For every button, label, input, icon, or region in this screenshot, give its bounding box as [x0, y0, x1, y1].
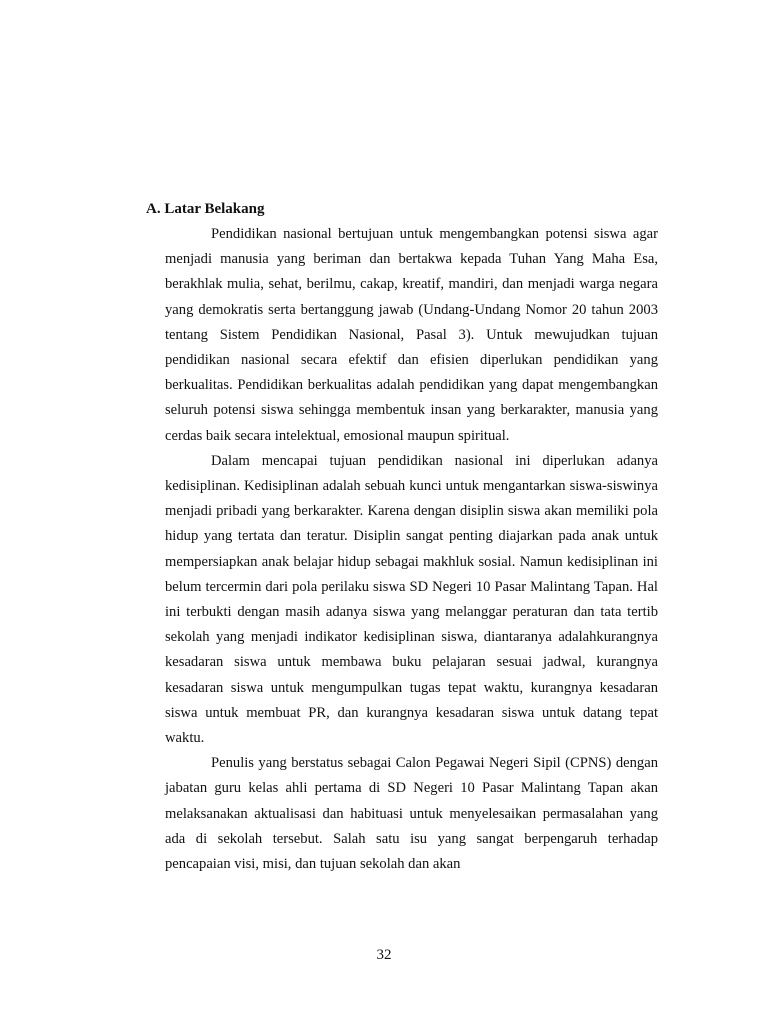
body-text: [165, 222, 658, 877]
paragraph-3: Penulis yang berstatus sebagai Calon Pegawai Negeri Sipil (CPNS) dengan jabatan guru kelas ahli pertama di SD Negeri 10 Pasar Malintang Tapan akan melaksanakan aktualisasi dan habituasi untuk menyelesaikan permasalahan yang ada di sekolah tersebut. Salah satu isu yang sangat berpengaruh terhadap pencapaian visi, misi, dan tujuan sekolah dan akan: [165, 755, 658, 873]
section-heading: A. Latar Belakang: [146, 201, 265, 217]
paragraph-1: Pendidikan nasional bertujuan untuk mengembangkan potensi siswa agar menjadi manusia yang beriman dan bertakwa kepada Tuhan Yang Maha Esa, berakhlak mulia, sehat, berilmu, cakap, kreatif, mandiri, dan menjadi warga negara yang demokratis serta bertanggung jawab (Undang-Undang Nomor 20 tahun 2003 tentang Sistem Pendidikan Nasional, Pasal 3). Untuk mewujudkan tujuan pendidikan nasional secara efektif dan efisien diperlukan pendidikan yang berkualitas. Pendidikan berkualitas adalah pendidikan yang dapat mengembangkan seluruh potensi siswa sehingga membentuk insan yang berkarakter, manusia yang cerdas baik secara intelektual, emosional maupun spiritual.: [165, 226, 658, 444]
paragraph-2: Dalam mencapai tujuan pendidikan nasional ini diperlukan adanya kedisiplinan. Kedisiplinan adalah sebuah kunci untuk mengantarkan siswa-siswinya menjadi pribadi yang berkarakter. Karena dengan disiplin siswa akan memiliki pola hidup yang tertata dan teratur. Disiplin sangat penting diajarkan pada anak untuk mempersiapkan anak belajar hidup sebagai makhluk sosial. Namun kedisiplinan ini belum tercermin dari pola perilaku siswa SD Negeri 10 Pasar Malintang Tapan. Hal ini terbukti dengan masih adanya siswa yang melanggar peraturan dan tata tertib sekolah yang menjadi indikator kedisiplinan siswa, diantaranya adalahkurangnya kesadaran siswa untuk membawa buku pelajaran sesuai jadwal, kurangnya kesadaran siswa untuk mengumpulkan tugas tepat waktu, kurangnya kesadaran siswa untuk membuat PR, dan kurangnya kesadaran siswa untuk datang tepat waktu.: [165, 452, 658, 747]
page-number: 32: [376, 947, 392, 963]
